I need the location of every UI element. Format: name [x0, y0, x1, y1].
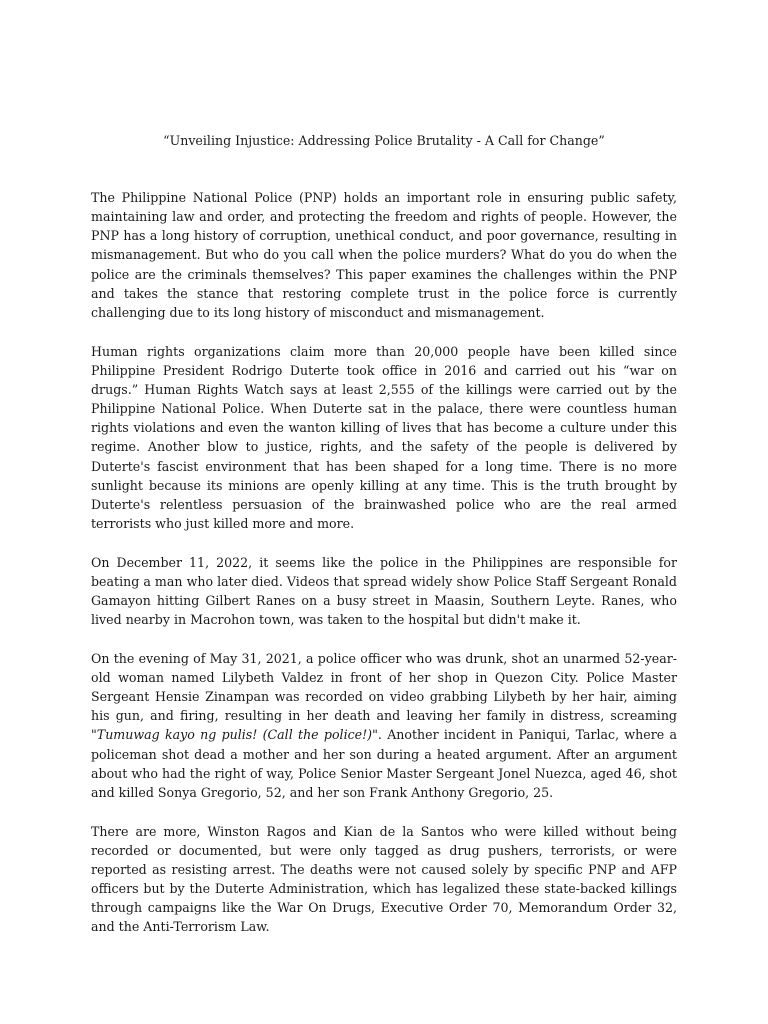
paragraph-text: On the evening of May 31, 2021, a police officer who was drunk, shot an unarmed 52-year-old woman named Lilybeth Valdez in front of her shop in Quezon City. Police Master Sergeant Hensie Zinampan was recorded on video grabbing Lilybeth by her hair, aiming his gun, and firing, resulting in her death and leaving her family in distress, screaming "	[91, 650, 677, 743]
paragraph-state-killings: There are more, Winston Ragos and Kian de la Santos who were killed without being recorded or documented, but were only tagged as drug pushers, terrorists, or were reported as resisting arrest. The deaths were not caused solely by specific PNP and AFP officers but by the Duterte Administration, which has legalized these state-backed killings through campaigns like the War On Drugs, Executive Order 70, Memorandum Order 32, and the Anti-Terrorism Law.	[91, 823, 677, 935]
paragraph-pnp-intro: The Philippine National Police (PNP) holds an important role in ensuring public safety, maintaining law and order, and protecting the freedom and rights of people. However, the PNP has a long history of corruption, unethical conduct, and poor governance, resulting in mismanagement. But who do you call when the police murders? What do you do when the police are the criminals themselves? This paper examines the challenges within the PNP and takes the stance that restoring complete trust in the police force is currently challenging due to its long history of misconduct and mismanagement.	[91, 190, 677, 320]
paragraph-war-on-drugs: Human rights organizations claim more than 20,000 people have been killed since Philippine President Rodrigo Duterte took office in 2016 and carried out his “war on drugs.” Human Rights Watch says at least 2,555 of the killings were carried out by the Philippine National Police. When Duterte sat in the palace, there were countless human rights violations and even the wanton killing of lives that has become a culture under this regime. Another blow to justice, rights, and the safety of the people is delivered by Duterte's fascist environment that has been shaped for a long time. There is no more sunlight because its minions are openly killing at any time. This is the truth brought by Duterte's relentless persuasion of the brainwashed police who are the real armed terrorists who just killed more and more.	[91, 343, 677, 531]
paragraph-gilbert-ranes: On December 11, 2022, it seems like the police in the Philippines are responsible for beating a man who later died. Videos that spread widely show Police Staff Sergeant Ronald Gamayon hitting Gilbert Ranes on a busy street in Maasin, Southern Leyte. Ranes, who lived nearby in Macrohon town, was taken to the hospital but didn't make it.	[91, 554, 677, 628]
document-title: “Unveiling Injustice: Addressing Police Brutality - A Call for Change”	[163, 133, 605, 148]
italic-quote: Tumuwag kayo ng pulis! (Call the police!)	[96, 727, 373, 743]
paragraph-text: ". Another incident in Paniqui, Tarlac, where a policeman shot dead a mother and her son during a heated argument. After an argument about who had the right of way, Police Senior Master Sergeant Jonel Nuezca, aged 46, shot and killed Sonya Gregorio, 52, and her son Frank Anthony Gregorio, 25.	[91, 727, 677, 800]
paragraph-lilybeth-valdez	[91, 649, 677, 802]
